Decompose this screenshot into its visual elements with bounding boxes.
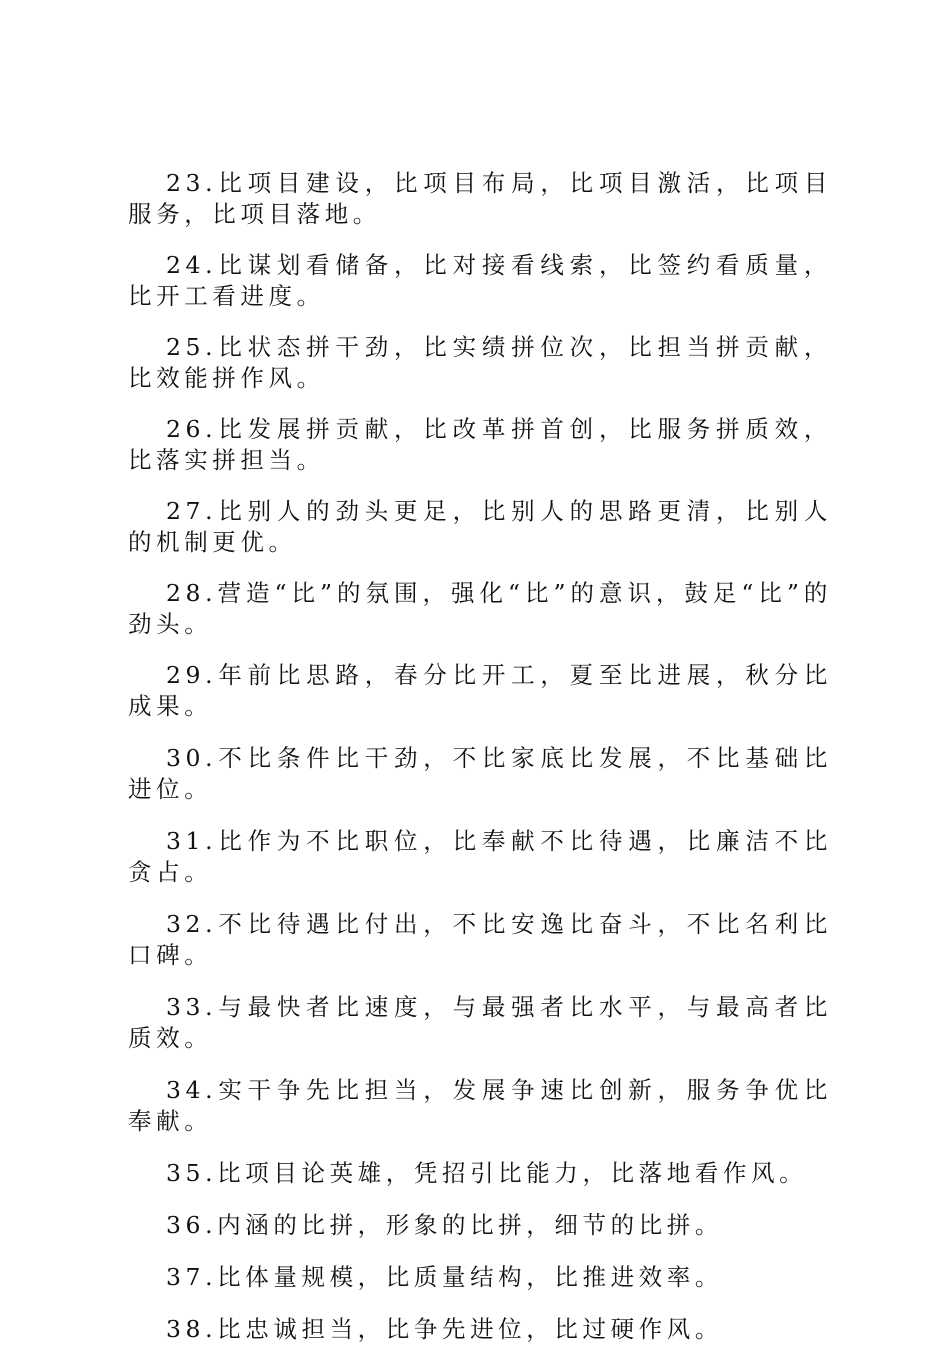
list-item-33: 33.与最快者比速度，与最强者比水平，与最高者比质效。 — [128, 993, 832, 1052]
list-item-32: 32.不比待遇比付出，不比安逸比奋斗，不比名利比口碑。 — [128, 910, 832, 969]
list-item-29: 29.年前比思路，春分比开工，夏至比进展，秋分比成果。 — [128, 661, 832, 720]
list-item-38: 38.比忠诚担当，比争先进位，比过硬作风。 — [166, 1315, 723, 1343]
list-item-23: 23.比项目建设，比项目布局，比项目激活，比项目服务，比项目落地。 — [128, 169, 832, 228]
list-item-30: 30.不比条件比干劲，不比家底比发展，不比基础比进位。 — [128, 744, 832, 803]
list-item-35: 35.比项目论英雄，凭招引比能力，比落地看作风。 — [166, 1159, 808, 1187]
document-body — [128, 168, 832, 1366]
list-item-24: 24.比谋划看储备，比对接看线索，比签约看质量，比开工看进度。 — [128, 251, 832, 310]
list-item-34: 34.实干争先比担当，发展争速比创新，服务争优比奉献。 — [128, 1076, 832, 1135]
list-item-28: 28.营造“比”的氛围，强化“比”的意识，鼓足“比”的劲头。 — [128, 579, 832, 638]
list-item-25: 25.比状态拼干劲，比实绩拼位次，比担当拼贡献，比效能拼作风。 — [128, 333, 832, 392]
list-item-37: 37.比体量规模，比质量结构，比推进效率。 — [166, 1263, 723, 1291]
list-item-26: 26.比发展拼贡献，比改革拼首创，比服务拼质效，比落实拼担当。 — [128, 415, 832, 474]
list-item-36: 36.内涵的比拼，形象的比拼，细节的比拼。 — [166, 1211, 723, 1239]
list-item-31: 31.比作为不比职位，比奉献不比待遇，比廉洁不比贪占。 — [128, 827, 832, 886]
list-item-27: 27.比别人的劲头更足，比别人的思路更清，比别人的机制更优。 — [128, 497, 832, 556]
